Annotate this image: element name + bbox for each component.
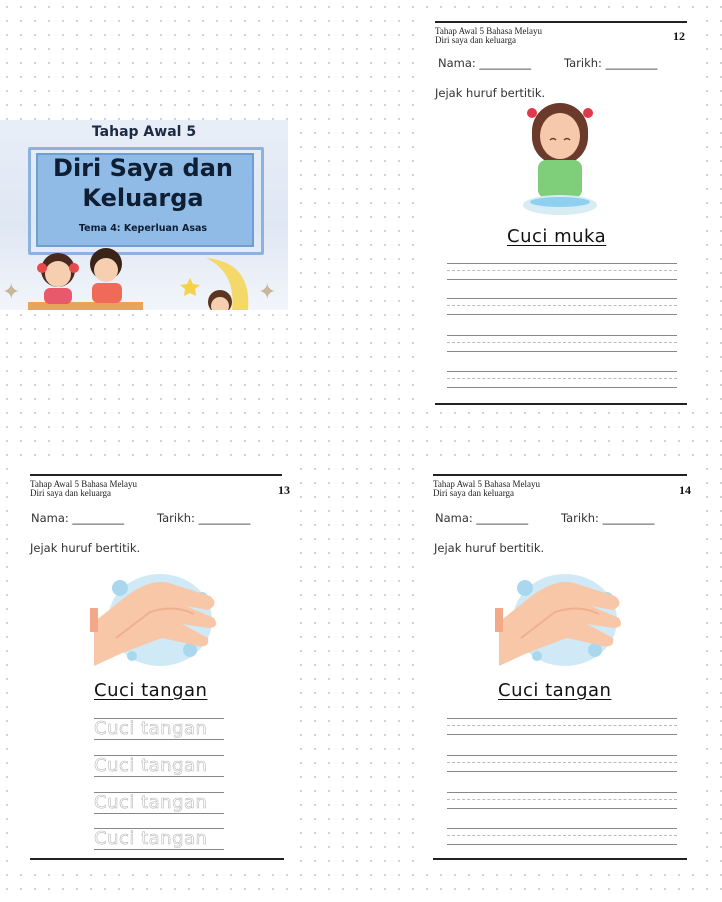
name-field[interactable]: Nama: _________ xyxy=(435,511,529,525)
page-number: 14 xyxy=(679,483,691,497)
header-rule xyxy=(433,474,687,476)
page-number: 13 xyxy=(278,483,290,497)
word-label: Cuci tangan xyxy=(94,680,208,701)
worksheet-page-14 xyxy=(423,468,699,868)
date-field[interactable]: Tarikh: _________ xyxy=(564,56,658,70)
writing-guideline xyxy=(447,305,677,306)
writing-line xyxy=(447,828,677,829)
instruction: Jejak huruf bertitik. xyxy=(434,541,545,555)
writing-guideline xyxy=(447,725,677,726)
trace-word: Cuci tangan xyxy=(94,718,208,739)
writing-guideline xyxy=(447,835,677,836)
writing-line xyxy=(94,739,224,740)
writing-line xyxy=(447,808,677,809)
word-label: Cuci muka xyxy=(507,226,607,247)
cover-illustration xyxy=(0,120,288,310)
footer-rule xyxy=(435,403,687,405)
writing-line xyxy=(94,813,224,814)
writing-line xyxy=(94,849,224,850)
cover-theme: Tema 4: Keperluan Asas xyxy=(78,223,208,234)
header-topic: Diri saya dan keluarga xyxy=(435,35,517,45)
cover-image xyxy=(0,120,288,310)
writing-line xyxy=(447,371,677,372)
writing-line xyxy=(447,263,677,264)
header-subject: Tahap Awal 5 Bahasa Melayu xyxy=(433,479,541,489)
writing-guideline xyxy=(447,270,677,271)
washing-hands-illustration xyxy=(495,568,625,670)
header-subject: Tahap Awal 5 Bahasa Melayu xyxy=(435,26,543,36)
writing-line xyxy=(447,734,677,735)
cover-title: Diri Saya dan xyxy=(53,154,233,182)
writing-line xyxy=(447,314,677,315)
trace-word: Cuci tangan xyxy=(94,828,208,849)
writing-guideline xyxy=(447,378,677,379)
date-field[interactable]: Tarikh: _________ xyxy=(157,511,251,525)
writing-guideline xyxy=(447,342,677,343)
header-rule xyxy=(435,21,687,23)
header-topic: Diri saya dan keluarga xyxy=(30,488,112,498)
trace-word: Cuci tangan xyxy=(94,792,208,813)
worksheet-page-12 xyxy=(425,15,695,410)
worksheet-page-13 xyxy=(20,468,292,868)
header-subject: Tahap Awal 5 Bahasa Melayu xyxy=(30,479,138,489)
instruction: Jejak huruf bertitik. xyxy=(30,541,141,555)
writing-guideline xyxy=(447,799,677,800)
name-field[interactable]: Nama: _________ xyxy=(438,56,532,70)
cover-level: Tahap Awal 5 xyxy=(91,124,197,140)
name-field[interactable]: Nama: _________ xyxy=(31,511,125,525)
writing-guideline xyxy=(447,762,677,763)
writing-line xyxy=(447,351,677,352)
washing-hands-illustration xyxy=(90,568,220,670)
writing-line xyxy=(94,776,224,777)
trace-word: Cuci tangan xyxy=(94,755,208,776)
writing-line xyxy=(447,387,677,388)
writing-line xyxy=(447,792,677,793)
footer-rule xyxy=(30,858,284,860)
writing-line xyxy=(447,718,677,719)
date-field[interactable]: Tarikh: _________ xyxy=(561,511,655,525)
sparkle-icon: ✦ xyxy=(2,280,21,305)
writing-line xyxy=(447,279,677,280)
cover-title-line2: Keluarga xyxy=(82,184,204,212)
instruction: Jejak huruf bertitik. xyxy=(435,86,546,100)
word-label: Cuci tangan xyxy=(498,680,612,701)
writing-line xyxy=(447,844,677,845)
page-number: 12 xyxy=(673,29,685,43)
writing-line xyxy=(447,755,677,756)
girl-washing-face-illustration xyxy=(520,100,600,218)
sparkle-icon: ✦ xyxy=(258,280,277,305)
footer-rule xyxy=(433,858,687,860)
writing-line xyxy=(447,298,677,299)
header-rule xyxy=(30,474,282,476)
writing-line xyxy=(447,335,677,336)
header-topic: Diri saya dan keluarga xyxy=(433,488,515,498)
writing-line xyxy=(447,771,677,772)
